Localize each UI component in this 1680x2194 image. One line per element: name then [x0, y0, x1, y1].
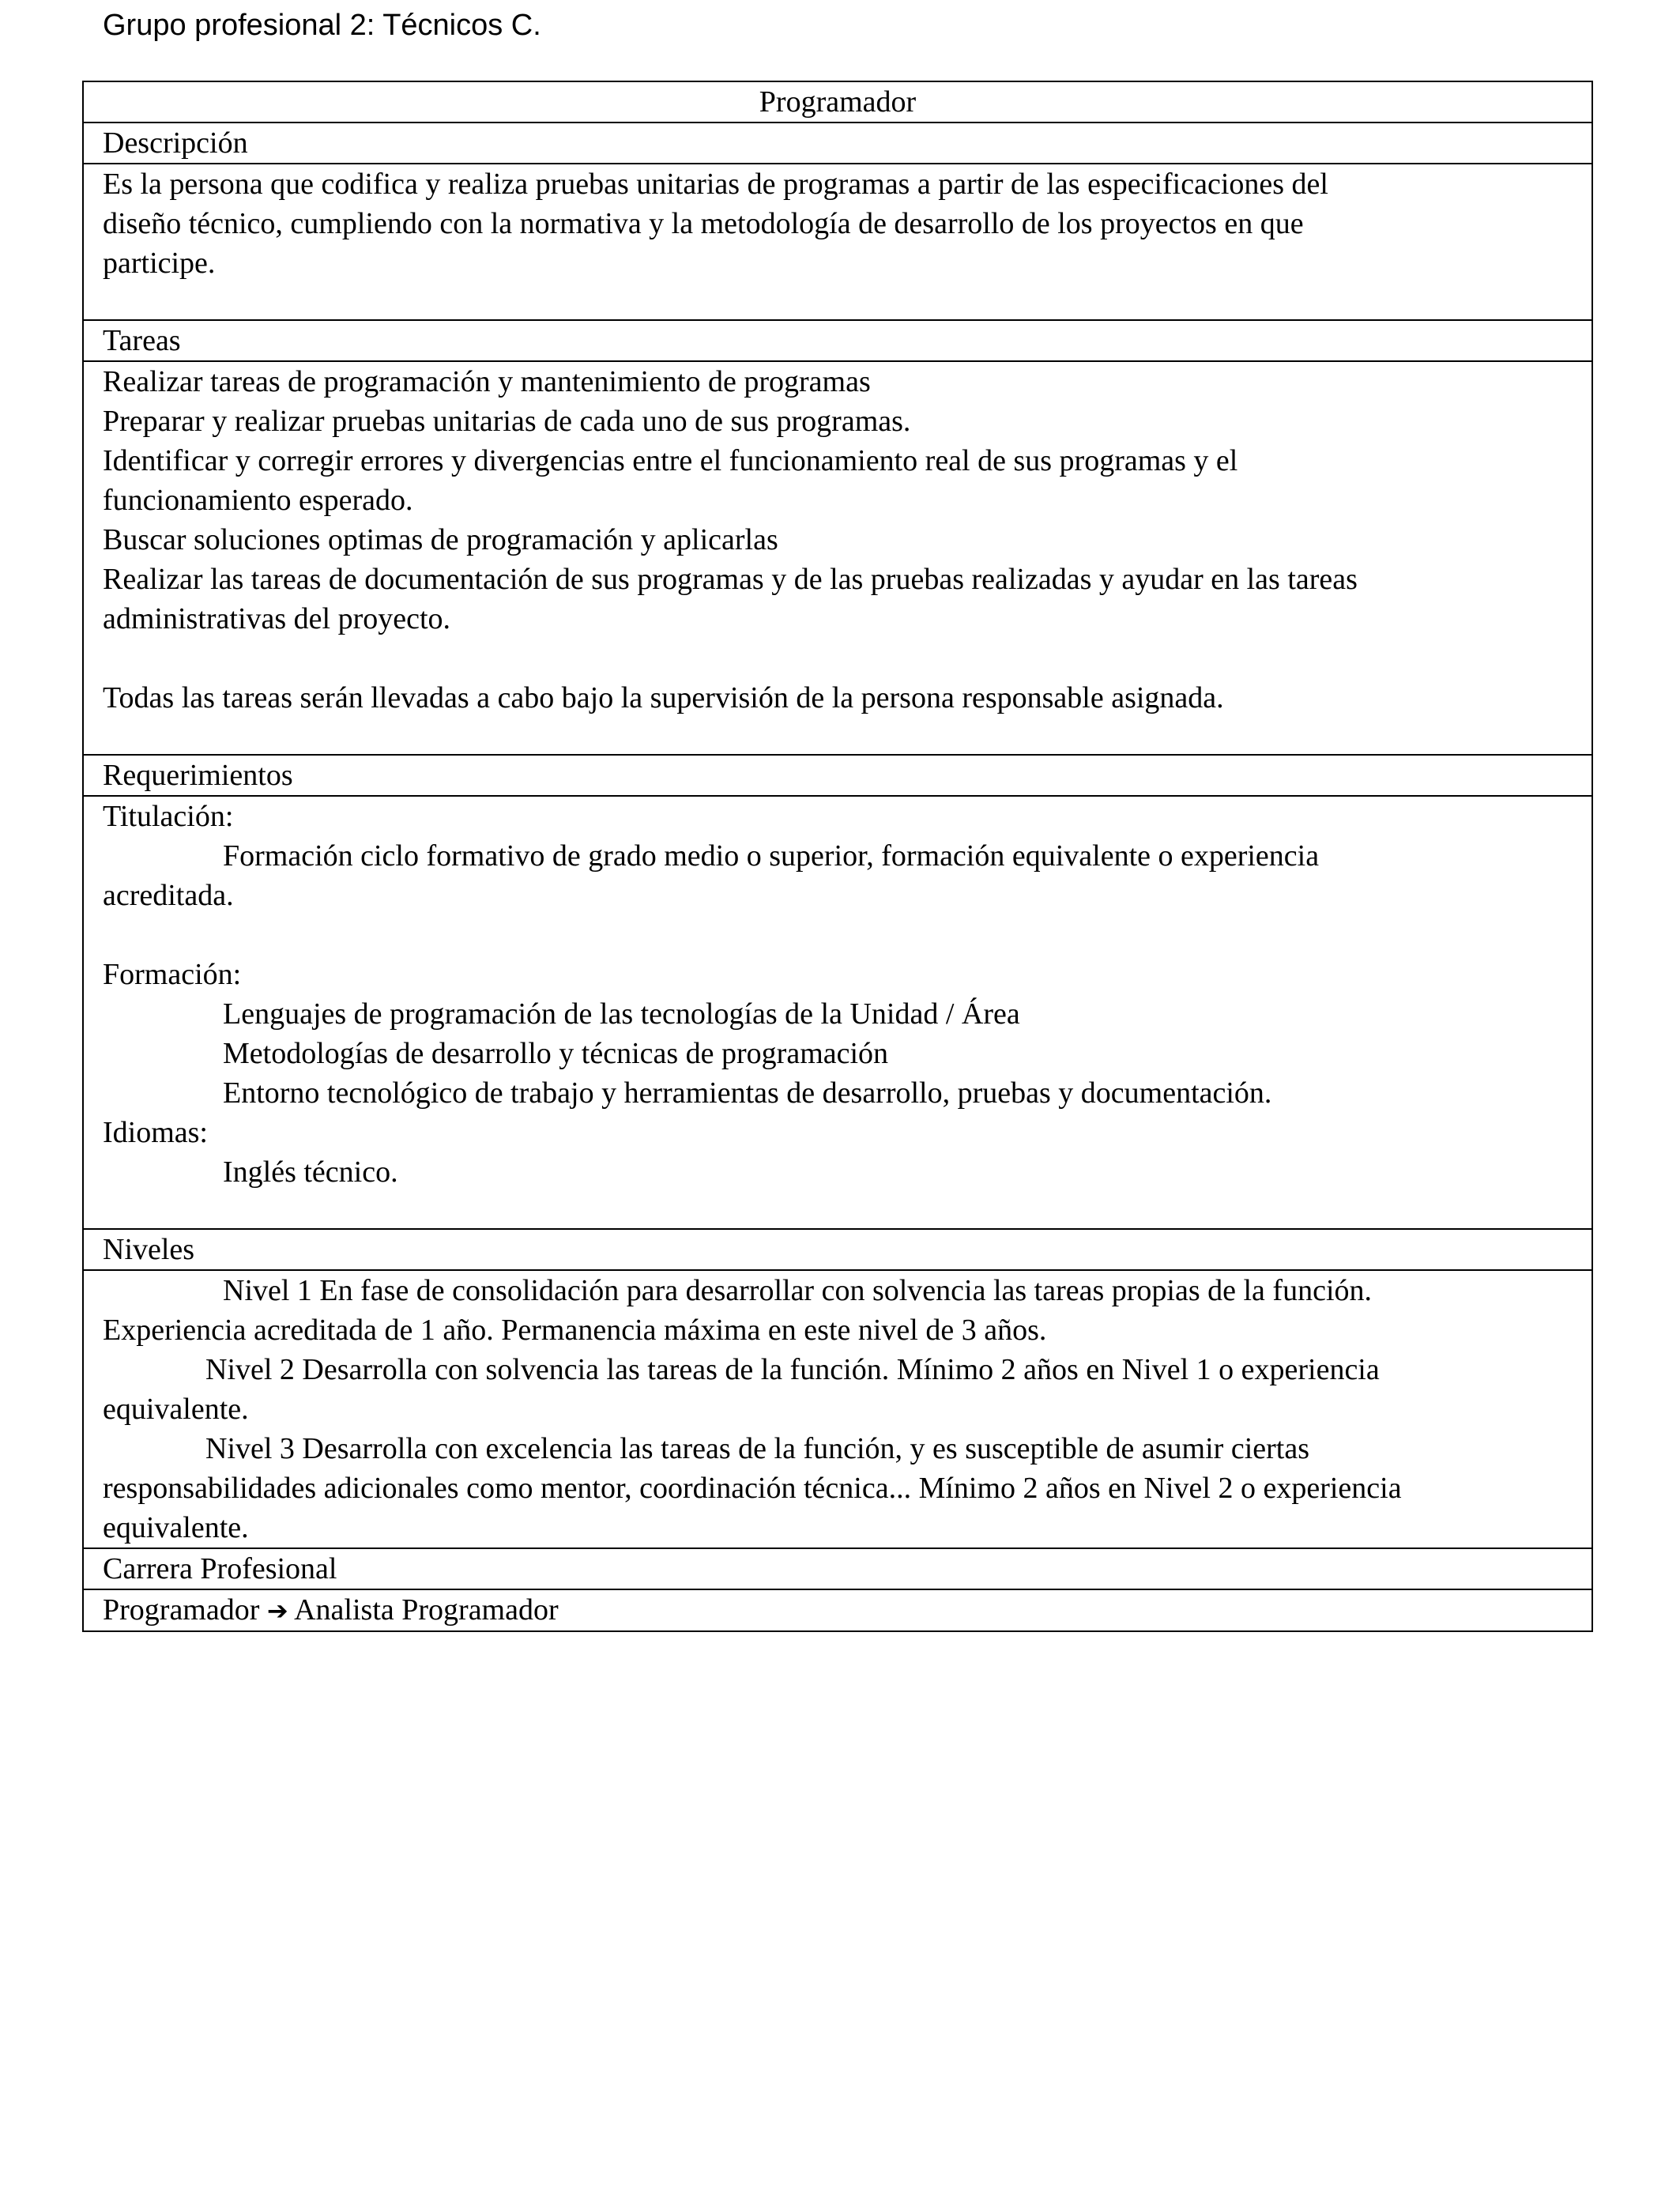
spacer: [103, 1192, 1591, 1228]
carrera-to: Analista Programador: [294, 1593, 559, 1627]
descripcion-body: [83, 164, 1592, 320]
idiomas-label: Idiomas:: [103, 1116, 208, 1149]
niveles-body: [83, 1270, 1592, 1548]
tareas-body-row: [83, 361, 1592, 755]
nivel-1-line: Nivel 1 En fase de consolidación para desarrollar con solvencia las tareas propias de la función.: [223, 1274, 1373, 1307]
requerimientos-heading-row: [83, 755, 1592, 796]
carrera-path: [83, 1589, 1592, 1631]
spacer: [103, 915, 1591, 955]
carrera-body-row: [83, 1589, 1592, 1631]
nivel-2-line: equivalente.: [103, 1393, 249, 1426]
descripcion-line: participe.: [103, 247, 216, 280]
formacion-item: Metodologías de desarrollo y técnicas de programación: [223, 1037, 889, 1070]
title-row: [83, 81, 1592, 123]
nivel-1-line: Experiencia acreditada de 1 año. Permanencia máxima en este nivel de 3 años.: [103, 1314, 1047, 1347]
descripcion-heading-row: [83, 123, 1592, 164]
spacer: [103, 283, 1591, 319]
nivel-3-line: equivalente.: [103, 1511, 249, 1544]
formacion-item: Entorno tecnológico de trabajo y herramientas de desarrollo, pruebas y documentación.: [223, 1076, 1272, 1110]
spacer: [103, 718, 1591, 754]
titulacion-line: acreditada.: [103, 879, 234, 912]
tareas-heading: Tareas: [83, 320, 1592, 361]
nivel-2-line: Nivel 2 Desarrolla con solvencia las tareas de la función. Mínimo 2 años en Nivel 1 o experiencia: [205, 1353, 1380, 1386]
requerimientos-heading: Requerimientos: [83, 755, 1592, 796]
niveles-body-row: [83, 1270, 1592, 1548]
job-title: Programador: [83, 81, 1592, 123]
tarea-line: funcionamiento esperado.: [103, 484, 413, 517]
tarea-line: Preparar y realizar pruebas unitarias de cada uno de sus programas.: [103, 405, 911, 438]
nivel-3-line: Nivel 3 Desarrolla con excelencia las tareas de la función, y es susceptible de asumir ciertas: [205, 1432, 1309, 1465]
requerimientos-body: [83, 796, 1592, 1229]
carrera-heading-row: [83, 1548, 1592, 1589]
tareas-note: Todas las tareas serán llevadas a cabo bajo la supervisión de la persona responsable asignada.: [103, 681, 1224, 714]
tarea-line: Identificar y corregir errores y divergencias entre el funcionamiento real de sus programas y el: [103, 444, 1238, 477]
carrera-from: Programador: [103, 1593, 260, 1627]
nivel-3-line: responsabilidades adicionales como mentor, coordinación técnica... Mínimo 2 años en Nivel 2 o experiencia: [103, 1472, 1402, 1505]
titulacion-line: Formación ciclo formativo de grado medio o superior, formación equivalente o experiencia: [223, 839, 1320, 873]
arrow-right-icon: ➔: [266, 1596, 288, 1626]
carrera-heading: Carrera Profesional: [83, 1548, 1592, 1589]
tarea-line: Realizar las tareas de documentación de sus programas y de las pruebas realizadas y ayudar en las tareas: [103, 563, 1358, 596]
titulacion-label: Titulación:: [103, 800, 234, 833]
tareas-heading-row: [83, 320, 1592, 361]
descripcion-line: Es la persona que codifica y realiza pruebas unitarias de programas a partir de las especificaciones del: [103, 168, 1328, 201]
job-profile-table: [82, 81, 1593, 1632]
idiomas-item: Inglés técnico.: [223, 1155, 398, 1189]
tarea-line: administrativas del proyecto.: [103, 602, 451, 635]
spacer: [103, 639, 1591, 678]
tarea-line: Realizar tareas de programación y mantenimiento de programas: [103, 365, 871, 398]
descripcion-line: diseño técnico, cumpliendo con la normativa y la metodología de desarrollo de los proyectos en que: [103, 207, 1304, 240]
niveles-heading: Niveles: [83, 1229, 1592, 1270]
tareas-body: [83, 361, 1592, 755]
tarea-line: Buscar soluciones optimas de programación y aplicarlas: [103, 523, 778, 556]
requerimientos-body-row: [83, 796, 1592, 1229]
niveles-heading-row: [83, 1229, 1592, 1270]
formacion-item: Lenguajes de programación de las tecnologías de la Unidad / Área: [223, 997, 1020, 1031]
formacion-label: Formación:: [103, 958, 242, 991]
descripcion-heading: Descripción: [83, 123, 1592, 164]
group-title: Grupo profesional 2: Técnicos C.: [103, 9, 541, 42]
descripcion-body-row: [83, 164, 1592, 320]
